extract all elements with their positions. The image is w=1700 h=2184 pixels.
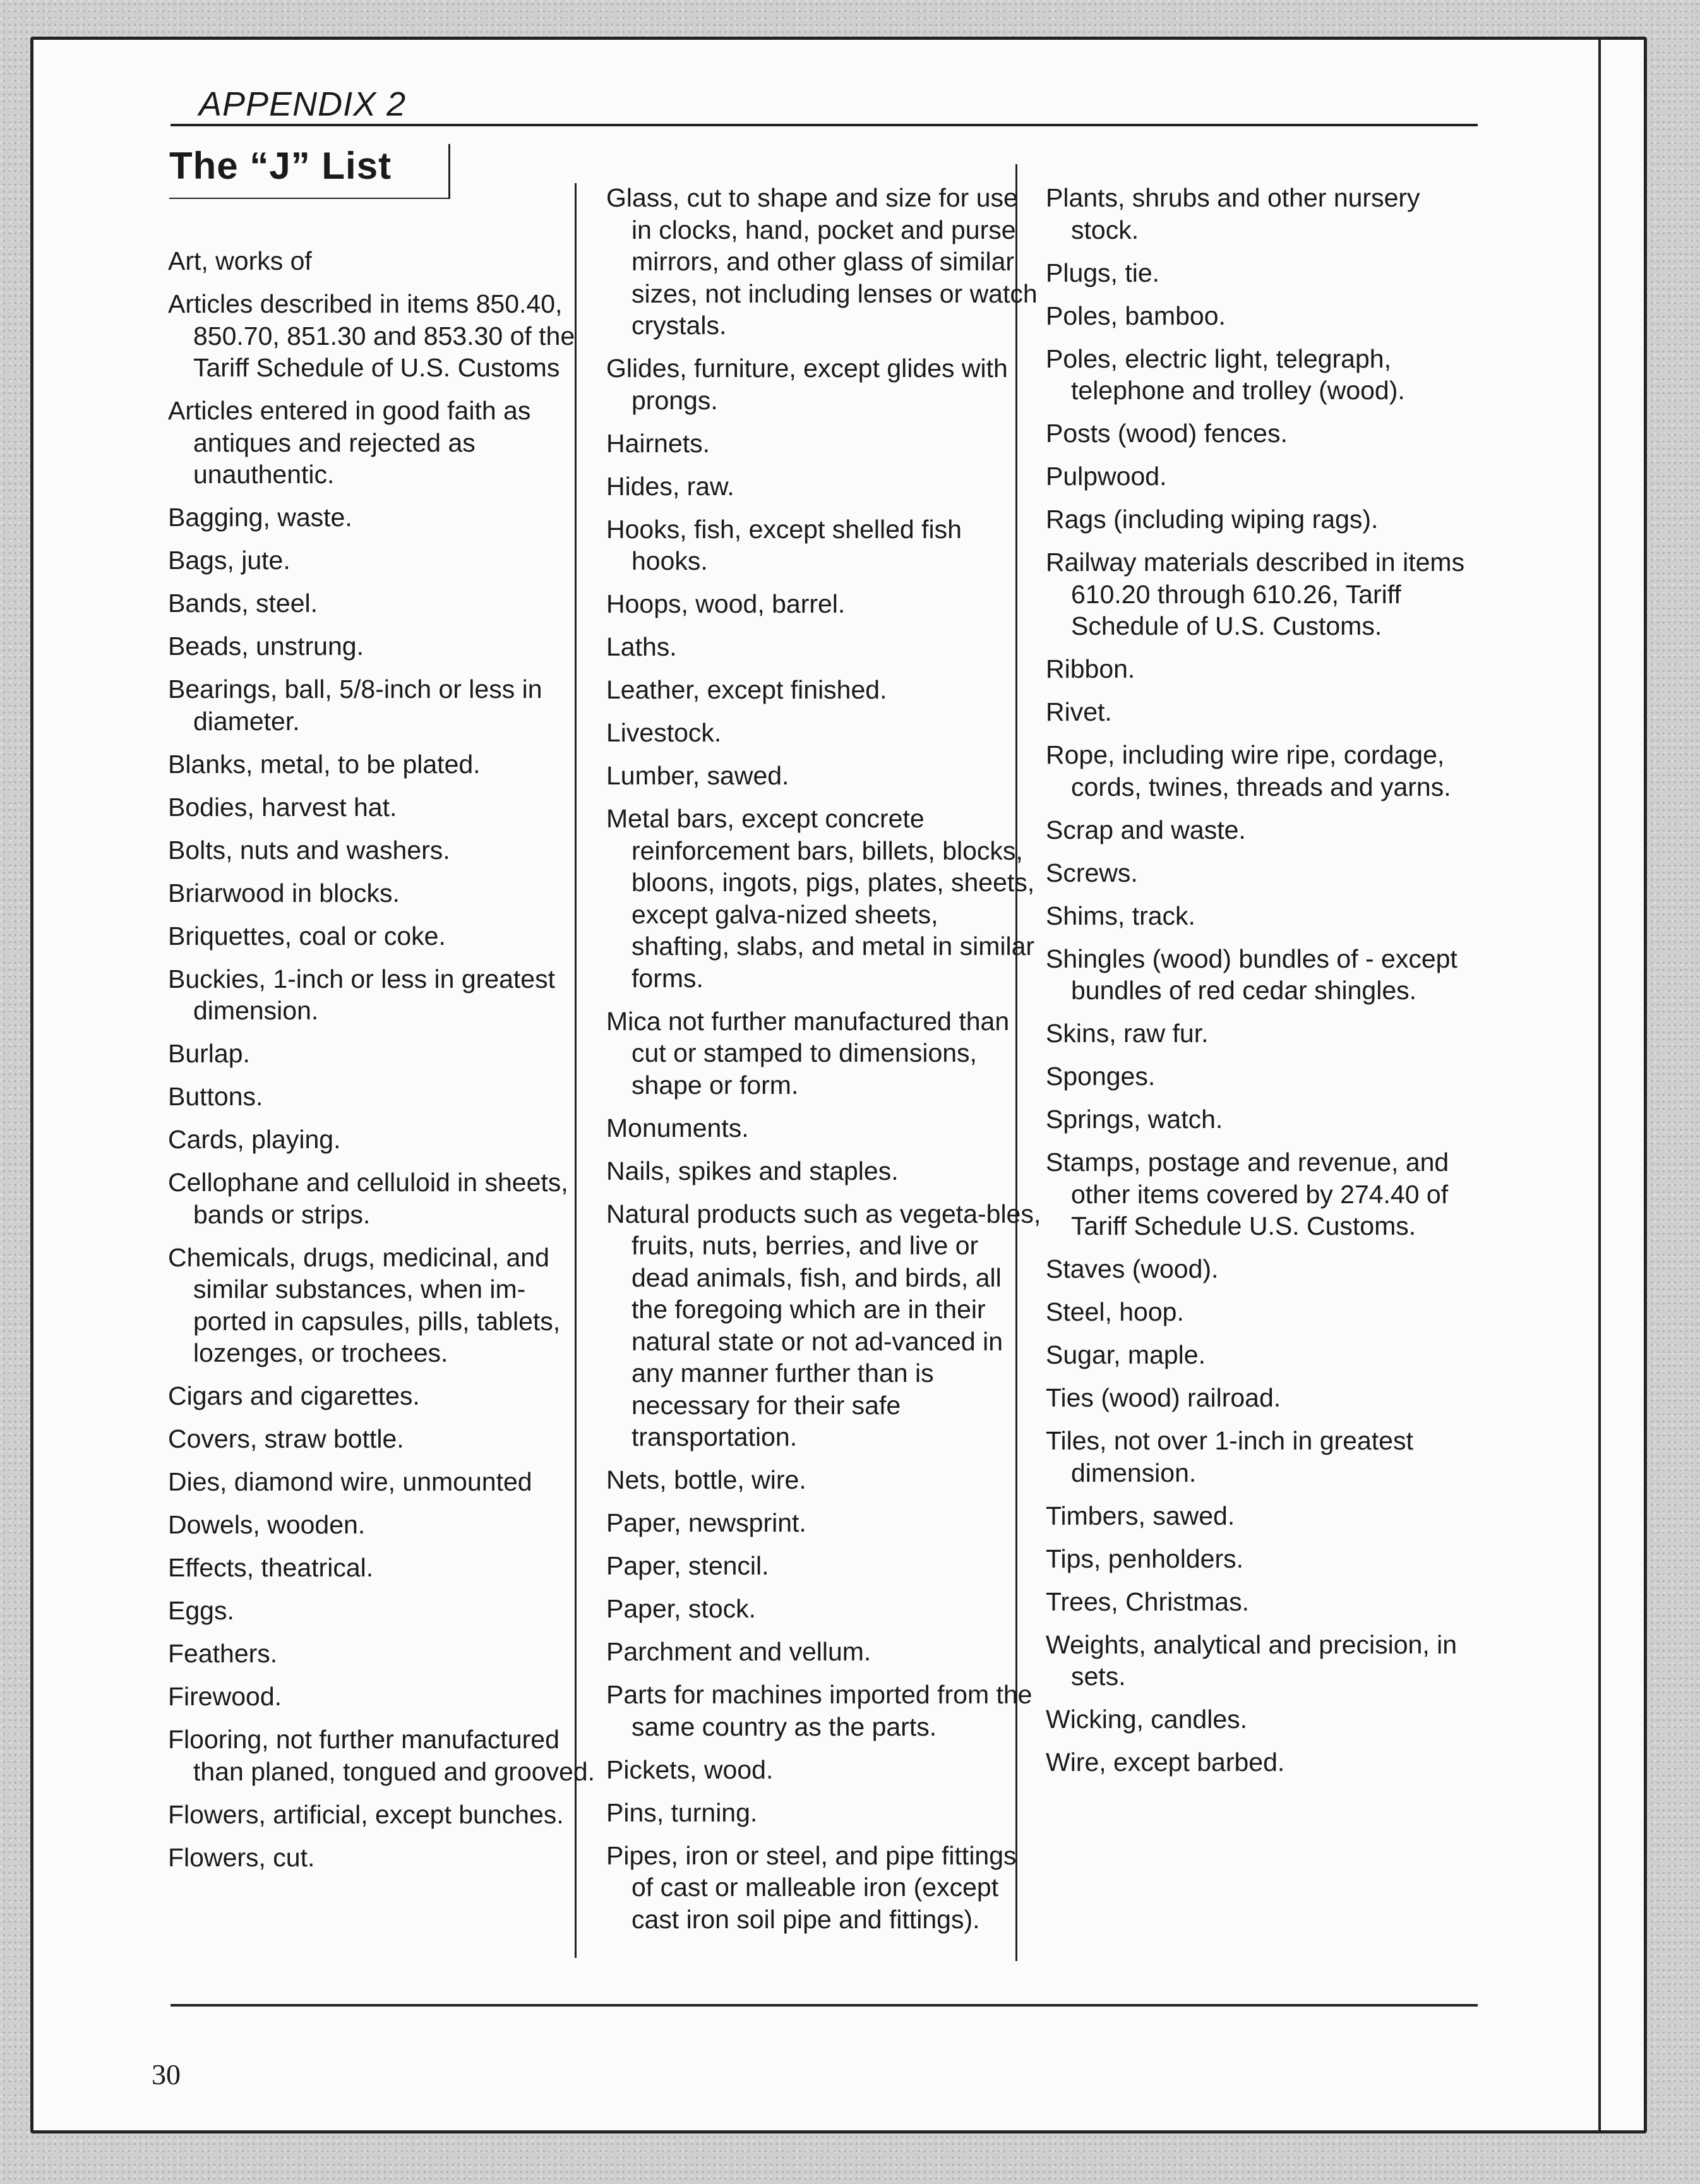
list-item: Screws. xyxy=(1046,858,1138,887)
list-item: Cellophane and celluloid in sheets, bands or strips. xyxy=(168,1168,568,1229)
list-item: Hairnets. xyxy=(606,428,710,458)
list-item: Flowers, artificial, except bunches. xyxy=(168,1799,564,1829)
list-item: Articles described in items 850.40, 850.70, 851.30 and 853.30 of the Tariff Schedule of U.S. Customs xyxy=(168,289,575,382)
list-item: Poles, bamboo. xyxy=(1046,301,1226,330)
list-item: Bearings, ball, 5/8-inch or less in diameter. xyxy=(168,675,542,736)
list-item: Briarwood in blocks. xyxy=(168,878,400,908)
list-item: Weights, analytical and precision, in sets. xyxy=(1046,1629,1458,1691)
list-item: Stamps, postage and revenue, and other items covered by 274.40 of Tariff Schedule U.S. Customs. xyxy=(1046,1148,1449,1240)
list-item: Tiles, not over 1-inch in greatest dimension. xyxy=(1046,1426,1413,1487)
list-item: Bolts, nuts and washers. xyxy=(168,835,450,865)
list-item: Pulpwood. xyxy=(1046,462,1167,491)
list-item: Dowels, wooden. xyxy=(168,1510,366,1539)
list-item: Effects, theatrical. xyxy=(168,1553,374,1582)
list-item: Natural products such as vegeta-bles, fruits, nuts, berries, and live or dead animals, fish, and birds, all the foregoing which are in their natural state or not ad-vanced in any manner further than is necessary for their safe transportation. xyxy=(606,1199,1041,1451)
list-item: Blanks, metal, to be plated. xyxy=(168,749,481,779)
list-item: Paper, stock. xyxy=(606,1594,757,1623)
list-item: Bands, steel. xyxy=(168,589,318,618)
list-item: Bagging, waste. xyxy=(168,503,352,532)
list-item: Paper, stencil. xyxy=(606,1551,769,1580)
list-item: Metal bars, except concrete reinforcement bars, billets, blocks, bloons, ingots, pigs, plates, sheets, except galva-nized sheets, shafting, slabs, and metal in similar forms. xyxy=(606,804,1035,993)
list-item: Glass, cut to shape and size for use in clocks, hand, pocket and purse mirrors, and other glass of similar sizes, not including lenses or watch crystals. xyxy=(606,183,1038,340)
list-item: Mica not further manufactured than cut or stamped to dimensions, shape or form. xyxy=(606,1006,1010,1100)
list-item: Plants, shrubs and other nursery stock. xyxy=(1046,183,1420,244)
list-item: Shingles (wood) bundles of - except bundles of red cedar shingles. xyxy=(1046,944,1458,1005)
list-item: Beads, unstrung. xyxy=(168,632,364,661)
list-item: Posts (wood) fences. xyxy=(1046,419,1288,448)
list-item: Pickets, wood. xyxy=(606,1755,774,1784)
list-item: Hides, raw. xyxy=(606,471,734,501)
list-column-3 xyxy=(1046,182,1488,1789)
list-item: Articles entered in good faith as antiques and rejected as unauthentic. xyxy=(168,396,531,489)
list-item: Livestock. xyxy=(606,718,722,747)
list-item: Art, works of xyxy=(168,246,312,275)
list-item: Scrap and waste. xyxy=(1046,815,1246,844)
list-item: Springs, watch. xyxy=(1046,1105,1223,1134)
list-item: Steel, hoop. xyxy=(1046,1297,1184,1326)
list-item: Feathers. xyxy=(168,1639,278,1668)
list-item: Lumber, sawed. xyxy=(606,761,789,790)
list-item: Trees, Christmas. xyxy=(1046,1587,1249,1616)
list-item: Sponges. xyxy=(1046,1062,1156,1091)
list-item: Shims, track. xyxy=(1046,901,1195,930)
list-item: Rivet. xyxy=(1046,697,1112,726)
list-item: Buckies, 1-inch or less in greatest dimension. xyxy=(168,964,555,1025)
list-item: Wire, except barbed. xyxy=(1046,1748,1285,1777)
list-item: Firewood. xyxy=(168,1682,282,1711)
binding-edge xyxy=(1598,40,1601,2130)
list-item: Staves (wood). xyxy=(1046,1254,1219,1283)
list-item: Monuments. xyxy=(606,1113,749,1143)
section-title: The “J” List xyxy=(169,144,450,199)
list-item: Tips, penholders. xyxy=(1046,1544,1243,1573)
list-item: Wicking, candles. xyxy=(1046,1705,1248,1734)
list-item: Ribbon. xyxy=(1046,654,1135,683)
list-item: Burlap. xyxy=(168,1039,250,1068)
appendix-title: APPENDIX 2 xyxy=(199,85,407,123)
list-item: Covers, straw bottle. xyxy=(168,1424,404,1453)
list-item: Pins, turning. xyxy=(606,1797,758,1827)
list-item: Parts for machines imported from the same country as the parts. xyxy=(606,1680,1033,1741)
list-column-2 xyxy=(606,182,1042,1947)
list-item: Plugs, tie. xyxy=(1046,258,1160,287)
list-item: Flooring, not further manufactured than planed, tongued and grooved. xyxy=(168,1725,596,1786)
list-item: Cards, playing. xyxy=(168,1125,341,1154)
list-item: Buttons. xyxy=(168,1082,263,1111)
footer-rule xyxy=(171,2004,1478,2007)
list-column-1 xyxy=(168,245,597,1885)
list-item: Bags, jute. xyxy=(168,546,290,575)
page-header xyxy=(171,51,1478,126)
list-item: Laths. xyxy=(606,632,677,661)
page-number: 30 xyxy=(152,2058,181,2091)
list-item: Hooks, fish, except shelled fish hooks. xyxy=(606,514,962,575)
list-item: Nets, bottle, wire. xyxy=(606,1465,806,1494)
list-item: Eggs. xyxy=(168,1596,234,1625)
list-item: Pipes, iron or steel, and pipe fittings of cast or malleable iron (except cast iron soil pipe and fittings). xyxy=(606,1840,1017,1934)
list-item: Bodies, harvest hat. xyxy=(168,792,397,822)
list-item: Flowers, cut. xyxy=(168,1842,315,1872)
list-item: Leather, except finished. xyxy=(606,675,887,704)
list-item: Skins, raw fur. xyxy=(1046,1019,1209,1048)
list-item: Paper, newsprint. xyxy=(606,1508,806,1537)
list-item: Dies, diamond wire, unmounted xyxy=(168,1467,532,1496)
list-item: Nails, spikes and staples. xyxy=(606,1156,899,1185)
list-item: Glides, furniture, except glides with prongs. xyxy=(606,354,1008,415)
list-item: Chemicals, drugs, medicinal, and similar substances, when im-ported in capsules, pills, tablets, lozenges, or trochees. xyxy=(168,1242,561,1367)
list-item: Sugar, maple. xyxy=(1046,1340,1206,1369)
list-item: Rope, including wire ripe, cordage, cords, twines, threads and yarns. xyxy=(1046,740,1451,801)
list-item: Timbers, sawed. xyxy=(1046,1501,1235,1530)
list-item: Poles, electric light, telegraph, telephone and trolley (wood). xyxy=(1046,344,1405,405)
list-item: Railway materials described in items 610.20 through 610.26, Tariff Schedule of U.S. Customs. xyxy=(1046,548,1465,640)
list-item: Rags (including wiping rags). xyxy=(1046,505,1379,534)
list-item: Cigars and cigarettes. xyxy=(168,1381,420,1410)
list-item: Parchment and vellum. xyxy=(606,1637,871,1666)
list-item: Ties (wood) railroad. xyxy=(1046,1383,1281,1412)
list-item: Briquettes, coal or coke. xyxy=(168,921,446,951)
list-item: Hoops, wood, barrel. xyxy=(606,589,846,618)
